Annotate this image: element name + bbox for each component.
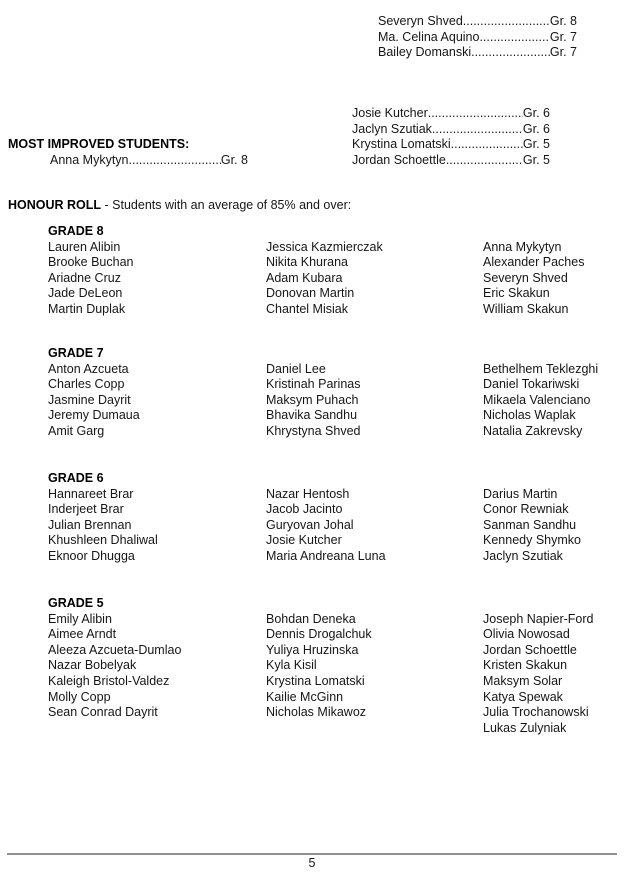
grade-8-section — [48, 224, 616, 318]
student-name: Ariadne Cruz — [48, 270, 121, 285]
grade-section-title: GRADE 8 — [48, 224, 104, 238]
grade-label: Gr. 8 — [220, 152, 248, 167]
student-name: Anna Mykytyn — [50, 152, 129, 167]
student-name: Nicholas Waplak — [483, 408, 576, 423]
student-name: Emily Alibin — [48, 611, 112, 626]
page-number: 5 — [308, 856, 316, 870]
student-name: Krystina Lomatski — [352, 137, 451, 152]
award-list-second — [352, 106, 550, 168]
student-name: Joseph Napier-Ford — [483, 611, 594, 626]
grade-label: Gr. 8 — [549, 14, 577, 28]
student-name: Jessica Kazmierczak — [266, 239, 383, 254]
grade-7-columns — [48, 362, 616, 440]
student-name: Nazar Hentosh — [266, 486, 350, 501]
student-name: Mikaela Valenciano — [483, 392, 591, 407]
grade-5-columns — [48, 612, 616, 737]
student-name: Julian Brennan — [48, 517, 132, 532]
grade-8-columns — [48, 240, 616, 318]
dot-leader — [479, 30, 549, 46]
student-name: Hannareet Brar — [48, 486, 134, 501]
award-entry — [378, 14, 577, 30]
grade-7-section — [48, 346, 616, 440]
student-name: Severyn Shved — [378, 14, 463, 28]
student-name: Maksym Puhach — [266, 392, 359, 407]
most-improved-heading: MOST IMPROVED STUDENTS: — [8, 137, 190, 151]
student-name: Maria Andreana Luna — [266, 548, 386, 563]
student-name: Kristinah Parinas — [266, 377, 361, 392]
student-name: Conor Rewniak — [483, 502, 569, 517]
grade-6-column-1 — [48, 487, 266, 565]
student-name: Lukas Zulyniak — [483, 720, 567, 735]
honour-roll-heading — [8, 198, 351, 214]
grade-section-title: GRADE 5 — [48, 596, 104, 610]
student-name: Molly Copp — [48, 689, 111, 704]
award-entry — [352, 137, 550, 153]
student-name: Chantel Misiak — [266, 301, 348, 316]
grade-8-column-1 — [48, 240, 266, 318]
student-name: Josie Kutcher — [266, 533, 342, 548]
student-name: Kennedy Shymko — [483, 533, 581, 548]
student-name: Eric Skakun — [483, 286, 550, 301]
student-name: Guryovan Johal — [266, 517, 354, 532]
student-name: Jacob Jacinto — [266, 502, 343, 517]
grade-5-section — [48, 596, 616, 736]
award-entry — [378, 45, 577, 61]
student-name: Jaclyn Szutiak — [483, 548, 563, 563]
footer-divider — [7, 853, 617, 855]
student-name: Daniel Lee — [266, 361, 326, 376]
student-name: Jordan Schoettle — [352, 152, 446, 167]
student-name: Charles Copp — [48, 377, 125, 392]
award-entry — [352, 153, 550, 169]
student-name: Eknoor Dhugga — [48, 548, 135, 563]
student-name: Bethelhem Teklezghi — [483, 361, 599, 376]
grade-6-column-3 — [483, 487, 616, 565]
student-name: Maksym Solar — [483, 673, 563, 688]
student-name: Sanman Sandhu — [483, 517, 577, 532]
student-name: Nazar Bobelyak — [48, 658, 137, 673]
grade-7-column-1 — [48, 362, 266, 440]
grade-section-title: GRADE 6 — [48, 471, 104, 485]
grade-5-column-2 — [266, 612, 483, 737]
student-name: Lauren Alibin — [48, 239, 121, 254]
student-name: Ma. Celina Aquino — [378, 29, 480, 44]
award-entry — [378, 30, 577, 46]
student-name: Alexander Paches — [483, 255, 585, 270]
student-name: Krystina Lomatski — [266, 673, 365, 688]
most-improved-block — [8, 137, 248, 168]
grade-5-column-1 — [48, 612, 266, 737]
student-name: Jade DeLeon — [48, 286, 123, 301]
student-name: Martin Duplak — [48, 301, 126, 316]
grade-section-title: GRADE 7 — [48, 346, 104, 360]
student-name: Kaleigh Bristol-Valdez — [48, 673, 170, 688]
grade-7-column-3 — [483, 362, 616, 440]
grade-5-column-3 — [483, 612, 616, 737]
student-name: Severyn Shved — [483, 270, 568, 285]
student-name: Jordan Schoettle — [483, 642, 577, 657]
award-entry — [352, 106, 550, 122]
grade-label: Gr. 7 — [549, 45, 577, 60]
grade-7-column-2 — [266, 362, 483, 440]
most-improved-list — [50, 153, 248, 169]
award-entry — [50, 153, 248, 169]
grade-label: Gr. 5 — [522, 152, 550, 167]
grade-label: Gr. 6 — [522, 121, 550, 136]
dot-leader — [471, 45, 550, 61]
grade-label: Gr. 7 — [549, 29, 577, 44]
student-name: Khrystyna Shved — [266, 423, 361, 438]
student-name: Jaclyn Szutiak — [352, 121, 432, 136]
student-name: Bailey Domanski — [378, 45, 472, 60]
student-name: Khushleen Dhaliwal — [48, 533, 158, 548]
dot-leader — [432, 122, 523, 138]
student-name: Kristen Skakun — [483, 658, 568, 673]
student-name: Katya Spewak — [483, 689, 563, 704]
dot-leader — [463, 14, 550, 30]
student-name: Kailie McGinn — [266, 689, 344, 704]
student-name: Donovan Martin — [266, 286, 355, 301]
dot-leader — [129, 153, 221, 169]
student-name: Anna Mykytyn — [483, 239, 562, 254]
student-name: Jeremy Dumaua — [48, 408, 140, 423]
student-name: Natalia Zakrevsky — [483, 423, 583, 438]
student-name: Inderjeet Brar — [48, 502, 124, 517]
student-name: Brooke Buchan — [48, 255, 134, 270]
student-name: Anton Azcueta — [48, 361, 129, 376]
dot-leader — [451, 137, 523, 153]
student-name: Darius Martin — [483, 486, 558, 501]
student-name: Nikita Khurana — [266, 255, 348, 270]
student-name: Kyla Kisil — [266, 658, 317, 673]
dot-leader — [428, 106, 523, 122]
student-name: Olivia Nowosad — [483, 627, 570, 642]
honour-roll-subtitle: - Students with an average of 85% and over: — [101, 198, 352, 212]
honour-roll-title: HONOUR ROLL — [8, 198, 102, 212]
grade-6-columns — [48, 487, 616, 565]
student-name: Sean Conrad Dayrit — [48, 705, 158, 720]
student-name: Yuliya Hruzinska — [266, 642, 359, 657]
student-name: Aleeza Azcueta-Dumlao — [48, 642, 182, 657]
grade-8-column-2 — [266, 240, 483, 318]
student-name: William Skakun — [483, 301, 569, 316]
student-name: Bhavika Sandhu — [266, 408, 358, 423]
dot-leader — [446, 153, 523, 169]
student-name: Bohdan Deneka — [266, 611, 356, 626]
student-name: Aimee Arndt — [48, 627, 117, 642]
grade-label: Gr. 6 — [522, 106, 550, 120]
grade-label: Gr. 5 — [522, 137, 550, 152]
award-entry — [352, 122, 550, 138]
grade-6-column-2 — [266, 487, 483, 565]
student-name: Amit Garg — [48, 423, 105, 438]
student-name: Josie Kutcher — [352, 106, 428, 120]
student-name: Julia Trochanowski — [483, 705, 589, 720]
student-name: Jasmine Dayrit — [48, 392, 131, 407]
student-name: Nicholas Mikawoz — [266, 705, 367, 720]
grade-8-column-3 — [483, 240, 616, 318]
grade-6-section — [48, 471, 616, 565]
student-name: Dennis Drogalchuk — [266, 627, 372, 642]
student-name: Daniel Tokariwski — [483, 377, 580, 392]
student-name: Adam Kubara — [266, 270, 343, 285]
award-list-top — [378, 14, 577, 61]
